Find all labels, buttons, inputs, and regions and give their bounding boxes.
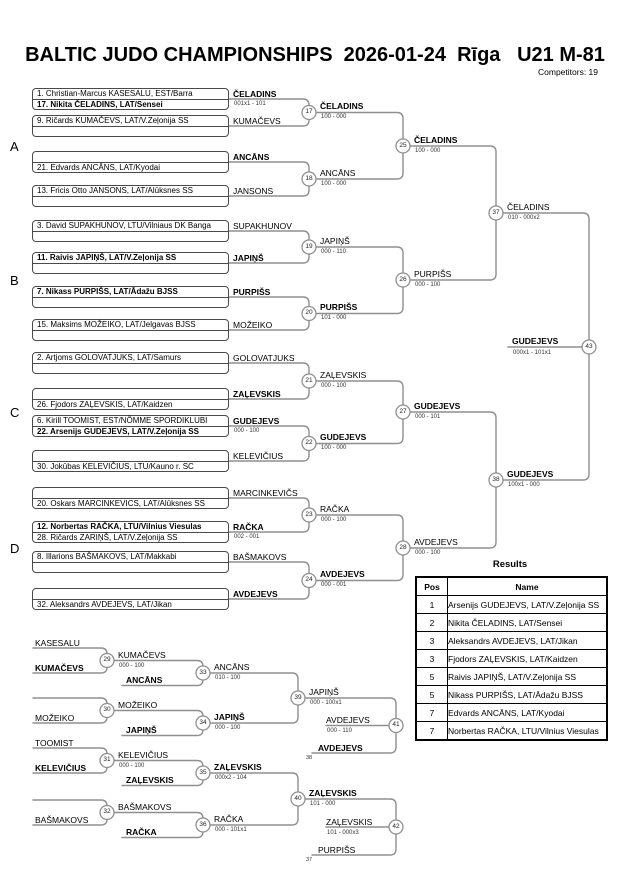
results-header-name: Name (448, 577, 608, 596)
player-slot (33, 331, 228, 341)
match-score: 000x1 - 101x1 (513, 350, 552, 356)
winner-label: ČELADINS (320, 101, 364, 111)
player-slot: 17. Nikita ČELADINS, LAT/Sensei (37, 100, 163, 109)
match-score: 000 - 100 (415, 282, 441, 288)
match-score: 000 - 100 (321, 517, 347, 523)
name-cell: Norbertas RAČKA, LTU/Vilnius Viesulas (448, 722, 608, 741)
match-score: 000 - 001 (321, 582, 347, 588)
drop-in-label: ZAĻEVSKIS (126, 775, 174, 785)
winner-label: ANCĀNS (320, 168, 356, 178)
pos-cell: 7 (416, 704, 448, 722)
results-title: Results (492, 559, 528, 570)
winner-label: ZAĻEVSKIS (233, 389, 281, 399)
pos-cell: 2 (416, 614, 448, 632)
winner-label: GUDEJEVS (320, 432, 367, 442)
match-number: 26 (399, 276, 407, 283)
match-number: 41 (392, 721, 400, 728)
match-score: 101 - 000x3 (327, 830, 359, 836)
winner-label: ZAĻEVSKIS (214, 762, 262, 772)
player-slot: 15. Maksims MOŽEIKO, LAT/Jelgavas BJSS (33, 320, 228, 331)
match-score: 001x1 - 101 (234, 101, 266, 107)
results-row (416, 614, 607, 632)
section-label-b: B (10, 273, 19, 288)
player-slot (33, 127, 228, 137)
pos-cell: 1 (416, 596, 448, 614)
match-number: 22 (305, 439, 313, 446)
match-number: 32 (103, 808, 111, 815)
winner-label: GOLOVATJUKS (233, 353, 295, 363)
player-slot: 9. Ričards KUMAČEVS, LAT/V.Zeļonija SS (33, 116, 228, 127)
drop-in-label: ANCĀNS (126, 675, 163, 685)
match-number: 33 (199, 669, 207, 676)
name-cell: Raivis JAPIŅŠ, LAT/V.Zeļonija SS (448, 668, 608, 686)
winner-label: KELEVIČIUS (233, 451, 284, 461)
winner-label: GUDEJEVS (414, 401, 461, 411)
winner-label: RAČKA (233, 522, 264, 532)
player-slot: 7. Nikass PURPIŠS, LAT/Ādažu BJSS (33, 287, 228, 298)
match-score: 100 - 000 (321, 445, 347, 451)
winner-label: GUDEJEVS (507, 469, 554, 479)
player-slot (33, 389, 228, 400)
winner-label: PURPIŠS (414, 269, 452, 279)
winner-label: MOŽEIKO (118, 700, 158, 710)
player-slot (33, 589, 228, 600)
player-slot (33, 298, 228, 308)
match-number: 29 (103, 656, 111, 663)
name-cell: Edvards ANCĀNS, LAT/Kyodai (448, 704, 608, 722)
player-slot: 28. Ričards ZARIŅŠ, LAT/V.Zeļonija SS (37, 533, 178, 542)
match-score: 000 - 101 (415, 414, 441, 420)
match-score: 000 - 100 (119, 663, 145, 669)
match-number: 28 (399, 544, 407, 551)
player-slot: 6. Kirill TOOMIST, EST/NÕMME SPORDIKLUBI (33, 416, 228, 427)
round1-box (32, 252, 229, 274)
match-number: 39 (294, 694, 302, 701)
match-score: 002 - 001 (234, 534, 260, 540)
winner-label: JAPIŅŠ (233, 253, 264, 263)
round1-box (32, 588, 229, 610)
match-number: 25 (399, 142, 407, 149)
match-number: 40 (294, 795, 302, 802)
repechage-entrant: KUMAČEVS (35, 663, 84, 673)
round1-box (32, 521, 229, 543)
player-slot: 13. Fricis Otto JANSONS, LAT/Alūksnes SS (33, 186, 228, 197)
results-row (416, 722, 607, 741)
round1-box (32, 551, 229, 573)
match-number: 30 (103, 706, 111, 713)
name-cell: Nikita ČELADINS, LAT/Sensei (448, 614, 608, 632)
winner-label: PURPIŠS (233, 287, 271, 297)
match-score: 000 - 100 (215, 725, 241, 731)
player-slot: 11. Raivis JAPIŅŠ, LAT/V.Zeļonija SS (33, 253, 228, 264)
results-row (416, 650, 607, 668)
player-slot: 21. Edvards ANCĀNS, LAT/Kyodai (37, 163, 161, 172)
results-row (416, 704, 607, 722)
results-row (416, 686, 607, 704)
winner-label: JANSONS (233, 186, 274, 196)
winner-label: MOŽEIKO (233, 320, 273, 330)
bronze-winner-label: ZAĻEVSKIS (326, 817, 373, 827)
name-cell: Aleksandrs AVDEJEVS, LAT/Jikan (448, 632, 608, 650)
pos-cell: 5 (416, 686, 448, 704)
player-slot: 8. Illarions BAŠMAKOVS, LAT/Makkabi (33, 552, 228, 563)
match-score: 000 - 110 (327, 728, 352, 734)
player-slot: 30. Jokūbas KELEVIČIUS, LTU/Kauno r. SC (37, 462, 194, 471)
drop-in-label: AVDEJEVS (318, 743, 363, 753)
repechage-entrant: TOOMIST (35, 738, 74, 748)
match-number: 35 (199, 769, 207, 776)
page-title: BALTIC JUDO CHAMPIONSHIPS 2026-01-24 Rīga U21 M-81 (25, 44, 605, 66)
match-number: 31 (103, 756, 111, 763)
player-slot: 26. Fjodors ZAĻEVSKIS, LAT/Kaidzen (37, 400, 173, 409)
match-number: 43 (585, 343, 593, 350)
round1-box (32, 185, 229, 207)
winner-label: ČELADINS (507, 202, 550, 212)
winner-label: ČELADINS (414, 135, 458, 145)
match-score: 100 - 000 (415, 148, 441, 154)
winner-label: ZAĻEVSKIS (320, 370, 367, 380)
round1-box (32, 88, 229, 110)
winner-label: KUMAČEVS (233, 116, 281, 126)
pos-cell: 5 (416, 668, 448, 686)
repechage-entrant: KASESALU (35, 638, 80, 648)
repechage-entrant: KELEVIČIUS (35, 763, 87, 773)
section-label-c: C (10, 405, 20, 420)
section-label-a: A (10, 139, 19, 154)
round1-box (32, 319, 229, 341)
match-number: 36 (199, 821, 207, 828)
match-score: 000 - 101x1 (215, 827, 247, 833)
player-slot: 12. Norbertas RAČKA, LTU/Vilnius Viesulas (33, 522, 228, 533)
drop-in-match-ref: 37 (306, 857, 313, 863)
match-number: 17 (305, 108, 313, 115)
winner-label: MARCINKEVIČS (233, 488, 298, 498)
match-number: 42 (392, 823, 400, 830)
winner-label: BAŠMAKOVS (118, 802, 172, 812)
winner-label: RAČKA (320, 504, 350, 514)
winner-label: GUDEJEVS (233, 416, 280, 426)
match-score: 100 - 000 (321, 181, 347, 187)
match-number: 18 (305, 175, 313, 182)
match-score: 100 - 000 (321, 114, 347, 120)
match-score: 100x1 - 000 (508, 482, 540, 488)
winner-label: JAPIŅŠ (309, 687, 339, 697)
round1-box (32, 352, 229, 374)
winner-label: AVDEJEVS (320, 569, 365, 579)
match-number: 27 (399, 408, 407, 415)
player-slot (33, 563, 228, 573)
player-slot: 3. David SUPAKHUNOV, LTU/Vilniaus DK Banga (33, 221, 228, 232)
winner-label: RAČKA (214, 814, 244, 824)
competitors-count: Competitors: 19 (538, 67, 598, 77)
winner-label: JAPIŅŠ (320, 236, 350, 246)
pos-cell: 3 (416, 632, 448, 650)
drop-in-label: JAPIŅŠ (126, 725, 157, 735)
winner-label: ANCĀNS (214, 662, 250, 672)
match-number: 20 (305, 309, 313, 316)
name-cell: Fjodors ZAĻEVSKIS, LAT/Kaidzen (448, 650, 608, 668)
round1-box (32, 286, 229, 308)
winner-label: AVDEJEVS (414, 537, 458, 547)
name-cell: Nikass PURPIŠS, LAT/Ādažu BJSS (448, 686, 608, 704)
match-score: 000x2 - 104 (215, 775, 247, 781)
match-number: 37 (492, 209, 500, 216)
main-round3-lines (410, 146, 496, 548)
match-number: 23 (305, 511, 313, 518)
player-slot (33, 197, 228, 207)
results-header-row (416, 577, 607, 596)
match-score: 101 - 000 (310, 801, 336, 807)
section-label-d: D (10, 541, 20, 556)
round1-box (32, 415, 229, 437)
drop-in-match-ref: 38 (306, 755, 313, 761)
match-score: 000 - 100 (321, 383, 347, 389)
results-row (416, 632, 607, 650)
winner-label: BAŠMAKOVS (233, 552, 287, 562)
results-table (415, 576, 608, 741)
match-number: 19 (305, 243, 313, 250)
winner-label: JAPIŅŠ (214, 712, 245, 722)
winner-label: ČELADINS (233, 89, 277, 99)
player-slot (33, 488, 228, 499)
bronze-winner-label: AVDEJEVS (326, 715, 370, 725)
results-header-pos: Pos (416, 577, 448, 596)
round1-box (32, 388, 229, 410)
name-cell: Arsenijs GUDEJEVS, LAT/V.Zeļonija SS (448, 596, 608, 614)
winner-label: AVDEJEVS (233, 589, 278, 599)
repechage-round3-lines (210, 673, 298, 825)
repechage-entrant: MOŽEIKO (35, 713, 75, 723)
match-number: 24 (305, 576, 313, 583)
winner-label: ZAĻEVSKIS (309, 788, 357, 798)
player-slot (33, 364, 228, 374)
round1-box (32, 115, 229, 137)
winner-label: KUMAČEVS (118, 650, 166, 660)
winner-label: PURPIŠS (320, 302, 358, 312)
round1-box (32, 151, 229, 173)
winner-label: ANCĀNS (233, 152, 270, 162)
match-score: 010 - 100 (215, 675, 241, 681)
drop-in-label: PURPIŠS (318, 845, 356, 855)
round1-box (32, 450, 229, 472)
winner-label: KELEVIČIUS (118, 750, 169, 760)
champion-label: GUDEJEVS (512, 336, 559, 346)
player-slot: 2. Artjoms GOLOVATJUKS, LAT/Samurs (33, 353, 228, 364)
match-score: 000 - 100x1 (310, 700, 342, 706)
match-score: 000 - 100 (234, 428, 260, 434)
match-score: 000 - 100 (119, 763, 145, 769)
repechage-entrant: BAŠMAKOVS (35, 815, 89, 825)
pos-cell: 3 (416, 650, 448, 668)
player-slot (33, 264, 228, 274)
match-number: 38 (492, 476, 500, 483)
match-score: 000 - 100 (415, 550, 441, 556)
match-number: 34 (199, 719, 207, 726)
match-score: 101 - 000 (321, 315, 347, 321)
match-score: 010 - 000x2 (508, 215, 540, 221)
pos-cell: 7 (416, 722, 448, 741)
repechage-round1-lines (33, 648, 107, 825)
player-slot (33, 152, 228, 163)
results-row (416, 596, 607, 614)
player-slot: 32. Aleksandrs AVDEJEVS, LAT/Jikan (37, 600, 172, 609)
player-slot: 1. Christian-Marcus KASESALU, EST/Barra (33, 89, 228, 100)
match-score: 000 - 110 (321, 249, 346, 255)
round1-box (32, 487, 229, 509)
winner-label: SUPAKHUNOV (233, 221, 292, 231)
match-number: 21 (305, 377, 313, 384)
final-lines (503, 213, 589, 480)
drop-in-label: RAČKA (126, 827, 157, 837)
player-slot: 20. Oskars MARCINKEVICS, LAT/Alūksnes SS (37, 499, 205, 508)
results-row (416, 668, 607, 686)
player-slot (33, 451, 228, 462)
player-slot (33, 232, 228, 242)
player-slot: 22. Arsenijs GUDEJEVS, LAT/V.Zeļonija SS (37, 427, 199, 436)
round1-box (32, 220, 229, 242)
